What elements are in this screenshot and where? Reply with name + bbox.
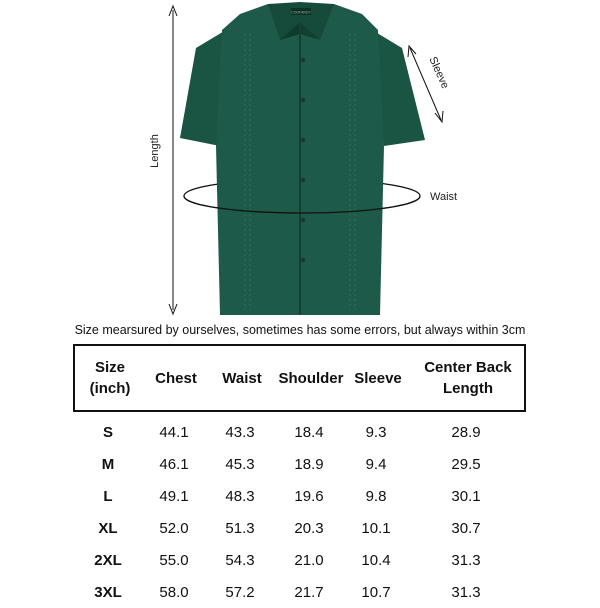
cell-sleeve: 9.8 [365, 487, 387, 505]
shirt-image [180, 2, 425, 315]
cell-center-back-length: 30.7 [451, 519, 481, 537]
cell-sleeve: 10.7 [361, 583, 391, 601]
table-row [75, 480, 524, 512]
cell-center-back-length: 28.9 [451, 423, 481, 441]
header-sleeve: Sleeve [354, 369, 402, 387]
header-center-back-length: Center Back Length [424, 359, 512, 397]
cell-size: M [101, 455, 115, 473]
header-size: Size (inch) [89, 359, 131, 397]
cell-shoulder: 18.4 [294, 423, 324, 441]
cell-waist: 45.3 [225, 455, 255, 473]
cell-shoulder: 19.6 [294, 487, 324, 505]
cell-sleeve: 9.3 [365, 423, 387, 441]
cell-chest: 49.1 [159, 487, 189, 505]
cell-waist: 43.3 [225, 423, 255, 441]
table-row [75, 512, 524, 544]
cell-center-back-length: 31.3 [451, 551, 481, 569]
measurement-note: Size mearsured by ourselves, sometimes has some errors, but always within 3cm [74, 323, 526, 337]
cell-size: L [103, 487, 113, 505]
table-row [75, 576, 524, 608]
cell-size: S [102, 423, 113, 441]
cell-chest: 58.0 [159, 583, 189, 601]
cell-waist: 51.3 [225, 519, 255, 537]
cell-sleeve: 10.4 [361, 551, 391, 569]
cell-shoulder: 18.9 [294, 455, 324, 473]
length-label: Length [149, 134, 161, 168]
cell-chest: 55.0 [159, 551, 189, 569]
cell-chest: 46.1 [159, 455, 189, 473]
cell-shoulder: 21.7 [294, 583, 324, 601]
cell-sleeve: 10.1 [361, 519, 391, 537]
brand-tag-text: COOFANDY [291, 10, 311, 15]
cell-shoulder: 21.0 [294, 551, 324, 569]
header-shoulder: Shoulder [278, 369, 344, 387]
waist-label: Waist [430, 191, 458, 203]
table-row [75, 416, 524, 448]
cell-chest: 44.1 [159, 423, 189, 441]
cell-center-back-length: 31.3 [451, 583, 481, 601]
header-waist: Waist [222, 369, 262, 387]
cell-size: XL [98, 519, 118, 537]
cell-center-back-length: 29.5 [451, 455, 481, 473]
length-arrow [169, 6, 177, 314]
cell-center-back-length: 30.1 [451, 487, 481, 505]
table-row [75, 448, 524, 480]
sleeve-label: Sleeve [426, 54, 452, 91]
cell-chest: 52.0 [159, 519, 189, 537]
size-table-header [73, 344, 526, 412]
cell-waist: 54.3 [225, 551, 255, 569]
cell-size: 2XL [94, 551, 122, 569]
cell-waist: 48.3 [225, 487, 255, 505]
table-row [75, 544, 524, 576]
cell-sleeve: 9.4 [365, 455, 387, 473]
cell-shoulder: 20.3 [294, 519, 324, 537]
cell-waist: 57.2 [225, 583, 255, 601]
header-chest: Chest [155, 369, 197, 387]
cell-size: 3XL [94, 583, 122, 601]
